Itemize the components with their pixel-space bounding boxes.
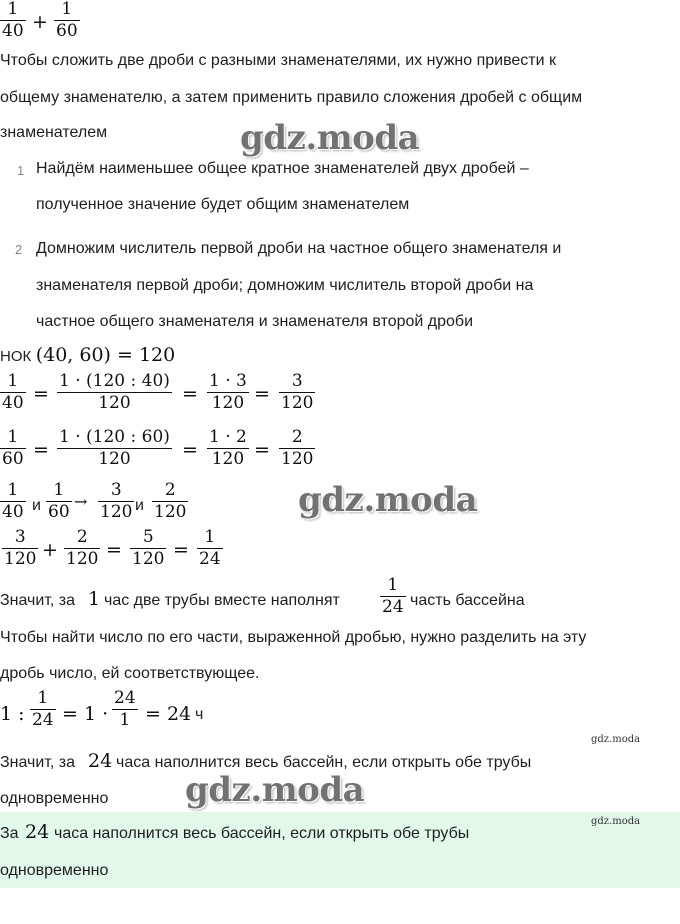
lcm-line bbox=[0, 344, 175, 367]
answer-number: 24 bbox=[25, 821, 50, 843]
step-2-line-1: Домножим числитель первой дроби на частное общего знаменателя и bbox=[36, 240, 562, 257]
sum-plus: + bbox=[42, 539, 58, 561]
convert-frac-b: 1 60 bbox=[48, 480, 70, 522]
division-mid: = 1 · bbox=[62, 703, 109, 725]
fraction-1-60: 1 60 bbox=[56, 0, 78, 41]
sum-frac-c: 5 120 bbox=[132, 527, 165, 569]
convert-and-2: и bbox=[135, 497, 144, 514]
conclusion-1-frac: 1 24 bbox=[382, 575, 404, 617]
arrow-icon: → bbox=[74, 492, 88, 511]
conclusion-1-mid: час две трубы вместе наполнят bbox=[104, 592, 340, 609]
division-result: = 24 bbox=[145, 703, 192, 725]
watermark-logo: gdz.moda bbox=[185, 770, 365, 810]
step-1-line-2: полученное значение будет общим знаменателем bbox=[36, 196, 410, 213]
conclusion-1-number: 1 bbox=[88, 588, 101, 610]
rule-line-1: Чтобы найти число по его части, выраженной дробью, нужно разделить на эту bbox=[0, 629, 587, 646]
convert-and-1: и bbox=[32, 497, 41, 514]
answer-post: часа наполнится весь бассейн, если открыть обе трубы bbox=[54, 825, 470, 842]
watermark-logo: gdz.moda bbox=[298, 480, 478, 520]
eq1-equals-3: = bbox=[254, 383, 270, 405]
plus-operator: + bbox=[32, 11, 48, 33]
conclusion-2-pre: Значит, за bbox=[0, 754, 75, 771]
sum-equals-1: = bbox=[106, 539, 122, 561]
division-frac-2: 24 1 bbox=[114, 688, 136, 730]
division-frac-1: 1 24 bbox=[32, 688, 54, 730]
answer-line-2: одновременно bbox=[0, 862, 109, 879]
conclusion-2-post: часа наполнится весь бассейн, если открыть обе трубы bbox=[116, 754, 532, 771]
eq2-frac-a: 1 60 bbox=[2, 427, 24, 469]
eq2-equals-3: = bbox=[254, 439, 270, 461]
conclusion-2-line-2: одновременно bbox=[0, 790, 109, 807]
intro-line-2: общему знаменателю, а затем применить правило сложения дробей с общим bbox=[0, 89, 583, 106]
step-2-line-3: частное общего знаменателя и знаменателя второй дроби bbox=[36, 313, 474, 330]
step-2-marker: 2 bbox=[15, 242, 23, 257]
rule-line-2: дробь число, ей соответствующее. bbox=[0, 665, 260, 682]
eq2-equals-2: = bbox=[182, 439, 198, 461]
intro-line-1: Чтобы сложить две дроби с разными знаменателями, их нужно привести к bbox=[0, 52, 557, 69]
eq1-equals-2: = bbox=[182, 383, 198, 405]
eq1-frac-a: 1 40 bbox=[2, 371, 24, 413]
sum-frac-b: 2 120 bbox=[66, 527, 99, 569]
eq1-frac-c: 1 · 3 120 bbox=[209, 371, 247, 413]
conclusion-1-pre: Значит, за bbox=[0, 592, 75, 609]
sum-frac-d: 1 24 bbox=[199, 527, 221, 569]
fraction-1-40: 1 40 bbox=[2, 0, 24, 41]
division-lead: 1 : bbox=[0, 703, 25, 725]
eq2-equals-1: = bbox=[33, 439, 49, 461]
intro-line-3: знаменателем bbox=[0, 124, 108, 141]
watermark-small: gdz.moda bbox=[591, 816, 641, 827]
conclusion-1-post: часть бассейна bbox=[410, 592, 525, 609]
answer-pre: За bbox=[0, 825, 19, 842]
convert-frac-a: 1 40 bbox=[2, 480, 24, 522]
eq1-frac-d: 3 120 bbox=[281, 371, 314, 413]
answer-box bbox=[0, 812, 680, 888]
conclusion-2-number: 24 bbox=[88, 750, 113, 772]
division-unit: ч bbox=[195, 706, 204, 723]
eq2-frac-c: 1 · 2 120 bbox=[209, 427, 247, 469]
lcm-expression: (40, 60) = 120 bbox=[35, 344, 176, 366]
eq1-frac-b: 1 · (120 : 40) 120 bbox=[59, 371, 170, 413]
sum-frac-a: 3 120 bbox=[4, 527, 37, 569]
eq2-frac-b: 1 · (120 : 60) 120 bbox=[59, 427, 170, 469]
sum-equals-2: = bbox=[173, 539, 189, 561]
eq2-frac-d: 2 120 bbox=[281, 427, 314, 469]
lcm-label: НОК bbox=[0, 348, 32, 365]
convert-frac-d: 2 120 bbox=[154, 480, 187, 522]
convert-frac-c: 3 120 bbox=[100, 480, 133, 522]
step-1-marker: 1 bbox=[17, 163, 25, 178]
eq1-equals-1: = bbox=[33, 383, 49, 405]
step-1-line-1: Найдём наименьшее общее кратное знаменателей двух дробей – bbox=[36, 160, 529, 177]
watermark-logo: gdz.moda bbox=[240, 118, 420, 158]
watermark-small: gdz.moda bbox=[591, 734, 641, 745]
step-2-line-2: знаменателя первой дроби; домножим числитель второй дроби на bbox=[36, 277, 534, 294]
